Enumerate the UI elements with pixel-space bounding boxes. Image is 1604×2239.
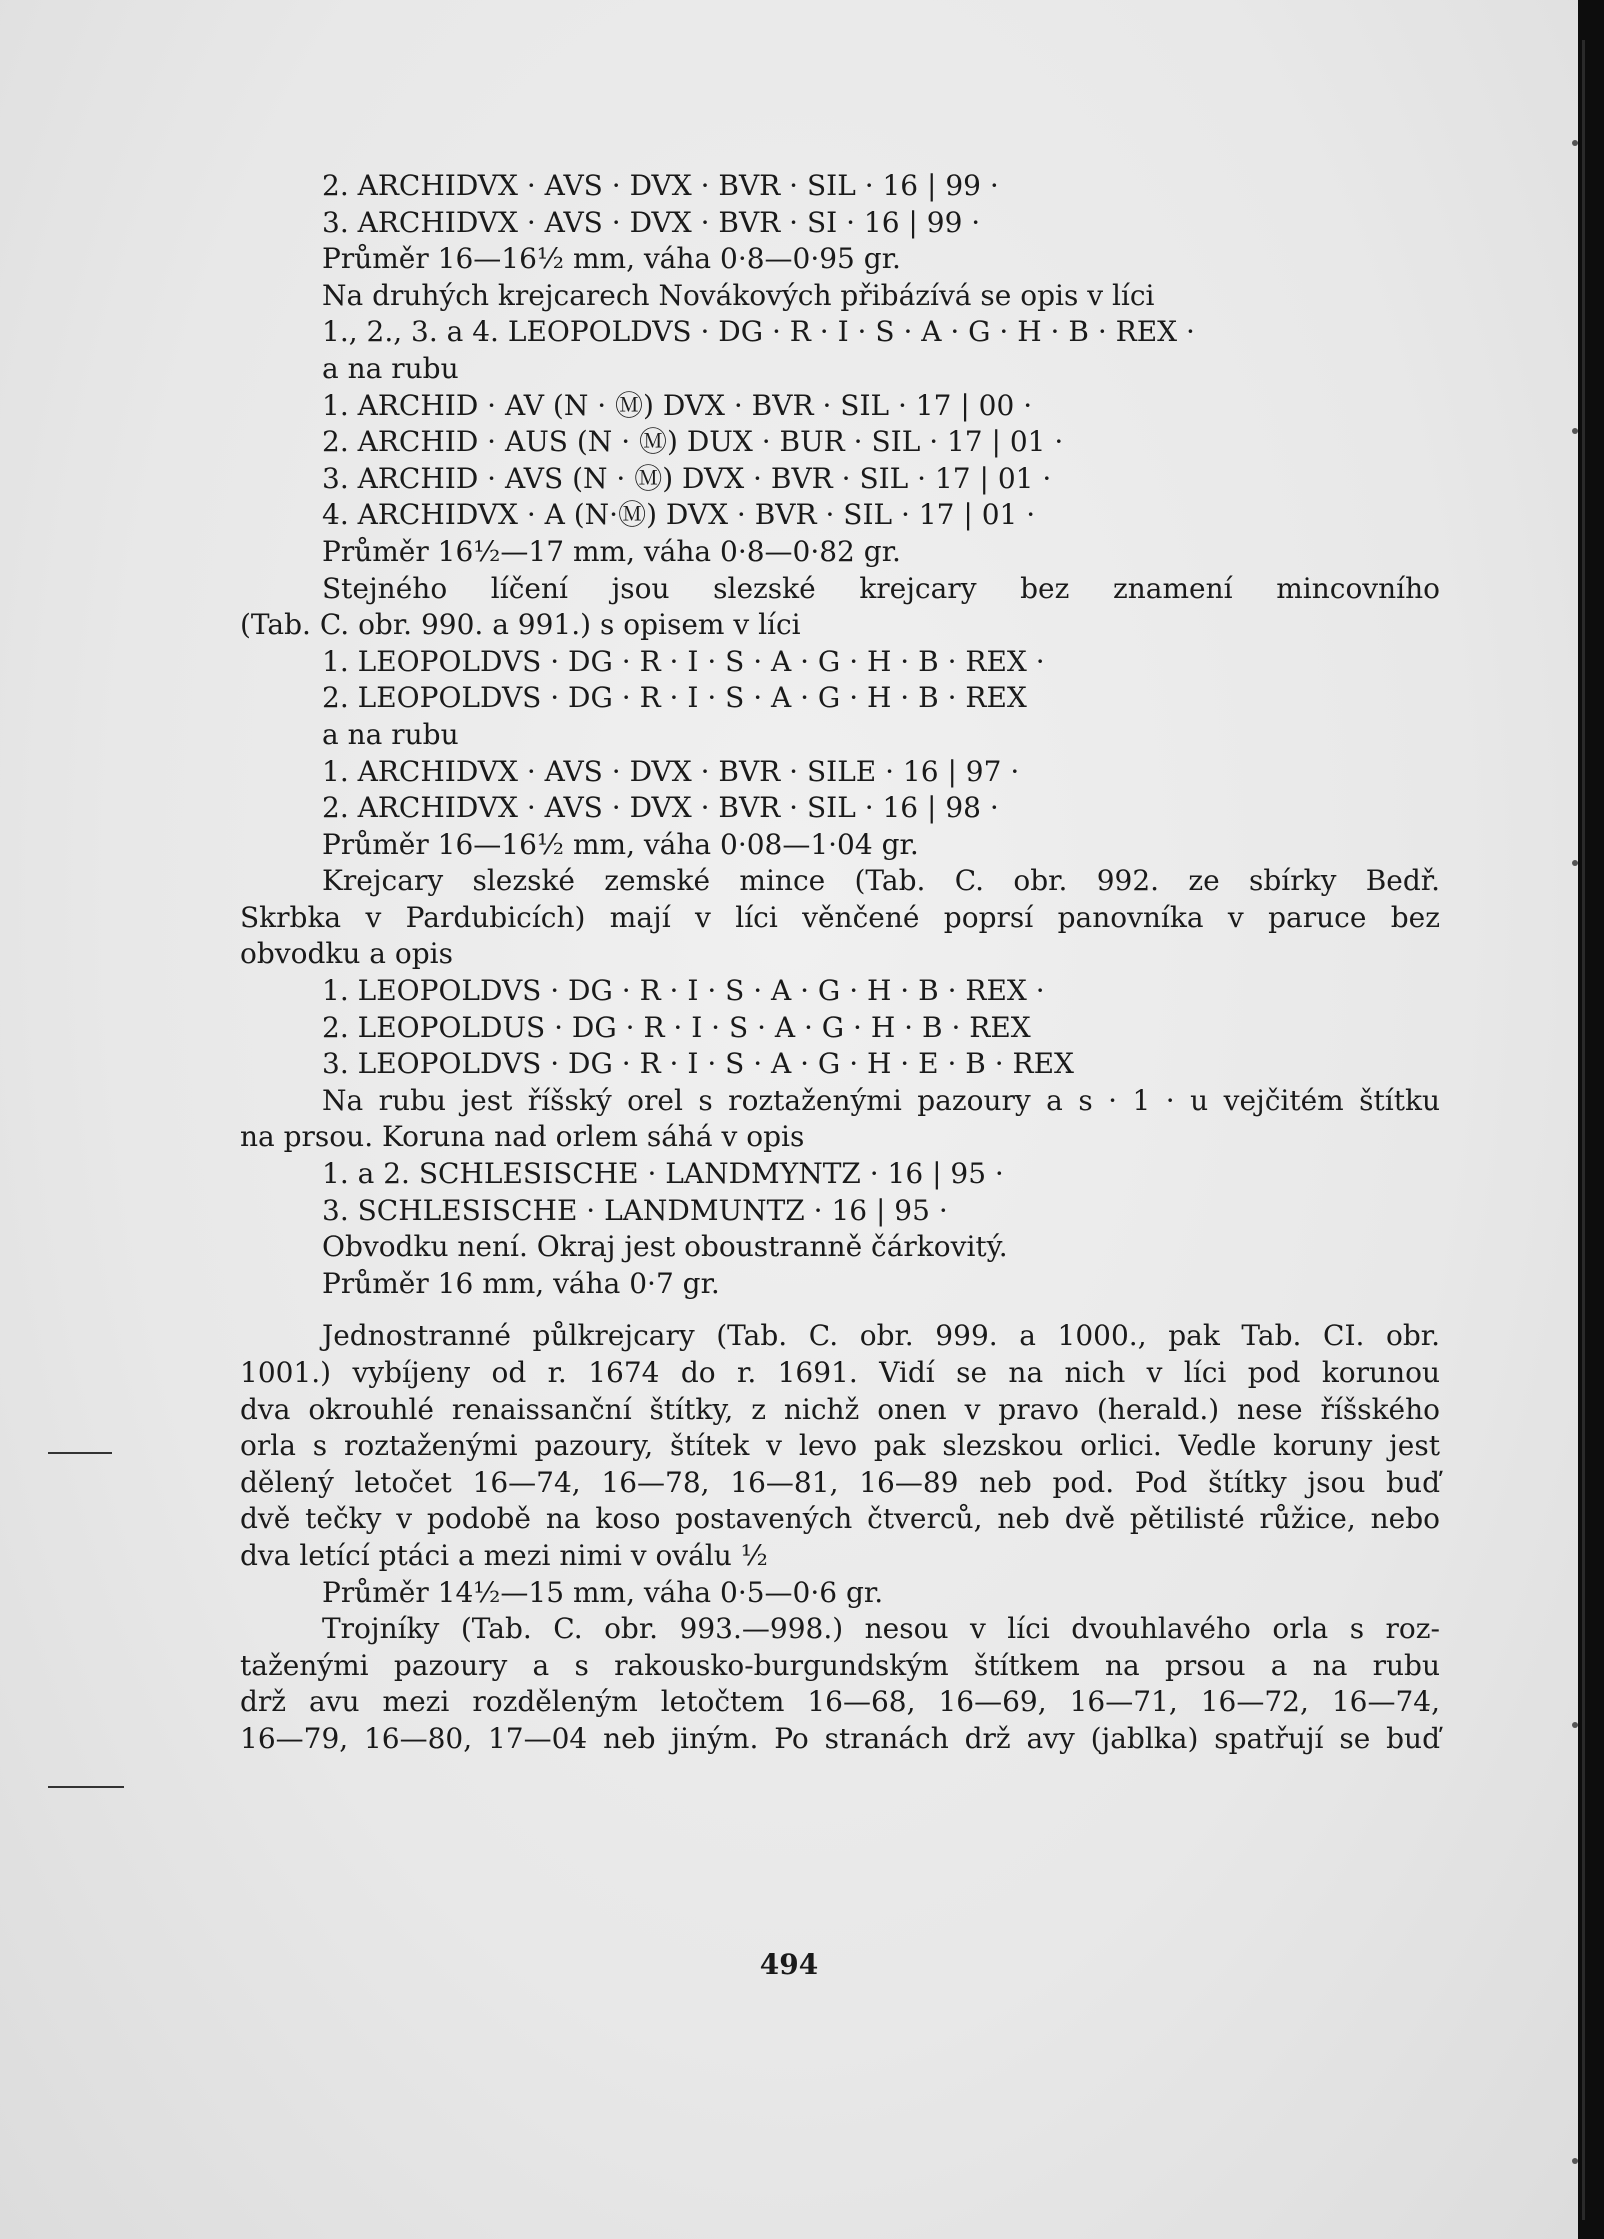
margin-mark	[48, 1786, 124, 1788]
text-line: Na druhých krejcarech Novákových přibázívá se opis v líci	[322, 278, 1155, 312]
text-line: na prsou. Koruna nad orlem sáhá v opis	[240, 1120, 805, 1154]
text-line: Průměr 14½—15 mm, váha 0·5—0·6 gr.	[322, 1575, 884, 1609]
text-line: 1. ARCHIDVX · AVS · DVX · BVR · SILE · 16 | 97 ·	[322, 754, 1020, 788]
text-line: 16—79, 16—80, 17—04 neb jiným. Po stranách drž avy (jablka) spatřují se buď	[240, 1721, 1440, 1755]
text-line: dva letící ptáci a mezi nimi v oválu ½	[240, 1538, 768, 1572]
text-line: Průměr 16—16½ mm, váha 0·08—1·04 gr.	[322, 827, 919, 861]
margin-mark	[48, 1452, 112, 1454]
text-line: 1. LEOPOLDVS · DG · R · I · S · A · G · H · B · REX ·	[322, 974, 1045, 1008]
text-line: Trojníky (Tab. C. obr. 993.—998.) nesou v líci dvouhlavého orla s roz-	[322, 1612, 1440, 1646]
text-line: 2. LEOPOLDUS · DG · R · I · S · A · G · H · B · REX	[322, 1010, 1031, 1044]
book-spine	[1582, 40, 1585, 2220]
text-line: Průměr 16½—17 mm, váha 0·8—0·82 gr.	[322, 534, 901, 568]
text-line: Na rubu jest říšský orel s roztaženými pazoury a s · 1 · u vejčitém štítku	[322, 1083, 1440, 1117]
text-line: Stejného líčení jsou slezské krejcary bez znamení mincovního	[322, 571, 1440, 605]
body-text	[240, 168, 1440, 1758]
text-line: obvodku a opis	[240, 937, 453, 971]
page-number: 494	[759, 1948, 819, 1981]
paragraph-gap	[240, 1302, 1440, 1318]
text-line: 1., 2., 3. a 4. LEOPOLDVS · DG · R · I · S · A · G · H · B · REX ·	[322, 315, 1195, 349]
text-line: 1. a 2. SCHLESISCHE · LANDMYNTZ · 16 | 95 ·	[322, 1157, 1004, 1191]
text-line: 1. LEOPOLDVS · DG · R · I · S · A · G · H · B · REX ·	[322, 644, 1045, 678]
text-line: 2. ARCHID · AUS (N · Ⓜ) DUX · BUR · SIL · 17 | 01 ·	[322, 425, 1064, 459]
text-line: dvě tečky v podobě na koso postavených čtverců, neb dvě pětilisté růžice, nebo	[240, 1502, 1440, 1536]
text-line: (Tab. C. obr. 990. a 991.) s opisem v líci	[240, 608, 801, 642]
text-line: 3. ARCHIDVX · AVS · DVX · BVR · SI · 16 | 99 ·	[322, 205, 981, 239]
text-line: a na rubu	[322, 717, 459, 751]
text-line: 1001.) vybíjeny od r. 1674 do r. 1691. Vidí se na nich v líci pod korunou	[240, 1356, 1440, 1389]
text-line: Jednostranné půlkrejcary (Tab. C. obr. 999. a 1000., pak Tab. CI. obr.	[322, 1319, 1440, 1353]
text-line: orla s roztaženými pazoury, štítek v levo pak slezskou orlici. Vedle koruny jest	[240, 1429, 1440, 1463]
text-line: Průměr 16—16½ mm, váha 0·8—0·95 gr.	[322, 242, 901, 276]
text-line: Skrbka v Pardubicích) mají v líci věnčené poprsí panovníka v paruce bez	[240, 900, 1440, 934]
text-line: 2. ARCHIDVX · AVS · DVX · BVR · SIL · 16 | 98 ·	[322, 791, 999, 825]
text-line: drž avu mezi rozděleným letočtem 16—68, 16—69, 16—71, 16—72, 16—74,	[240, 1685, 1440, 1719]
text-line: Obvodku není. Okraj jest oboustranně čárkovitý.	[322, 1230, 1008, 1264]
text-line: taženými pazoury a s rakousko-burgundským štítkem na prsou a na rubu	[240, 1648, 1440, 1682]
text-line: a na rubu	[322, 351, 459, 385]
text-line: 4. ARCHIDVX · A (N·Ⓜ) DVX · BVR · SIL · 17 | 01 ·	[322, 498, 1036, 532]
text-line: 3. SCHLESISCHE · LANDMUNTZ · 16 | 95 ·	[322, 1193, 948, 1227]
text-line: 2. LEOPOLDVS · DG · R · I · S · A · G · H · B · REX	[322, 681, 1027, 715]
text-line: 2. ARCHIDVX · AVS · DVX · BVR · SIL · 16 | 99 ·	[322, 169, 999, 202]
text-line: dva okrouhlé renaissanční štítky, z nichž onen v pravo (herald.) nese říšského	[240, 1392, 1440, 1426]
text-line: dělený letočet 16—74, 16—78, 16—81, 16—89 neb pod. Pod štítky jsou buď	[240, 1465, 1440, 1499]
text-line: 1. ARCHID · AV (N · Ⓜ) DVX · BVR · SIL · 17 | 00 ·	[322, 388, 1033, 422]
text-line: Průměr 16 mm, váha 0·7 gr.	[322, 1266, 720, 1300]
text-line: 3. LEOPOLDVS · DG · R · I · S · A · G · H · E · B · REX	[322, 1047, 1074, 1081]
text-line: Krejcary slezské zemské mince (Tab. C. obr. 992. ze sbírky Bedř.	[322, 864, 1440, 898]
text-line: 3. ARCHID · AVS (N · Ⓜ) DVX · BVR · SIL · 17 | 01 ·	[322, 461, 1052, 495]
